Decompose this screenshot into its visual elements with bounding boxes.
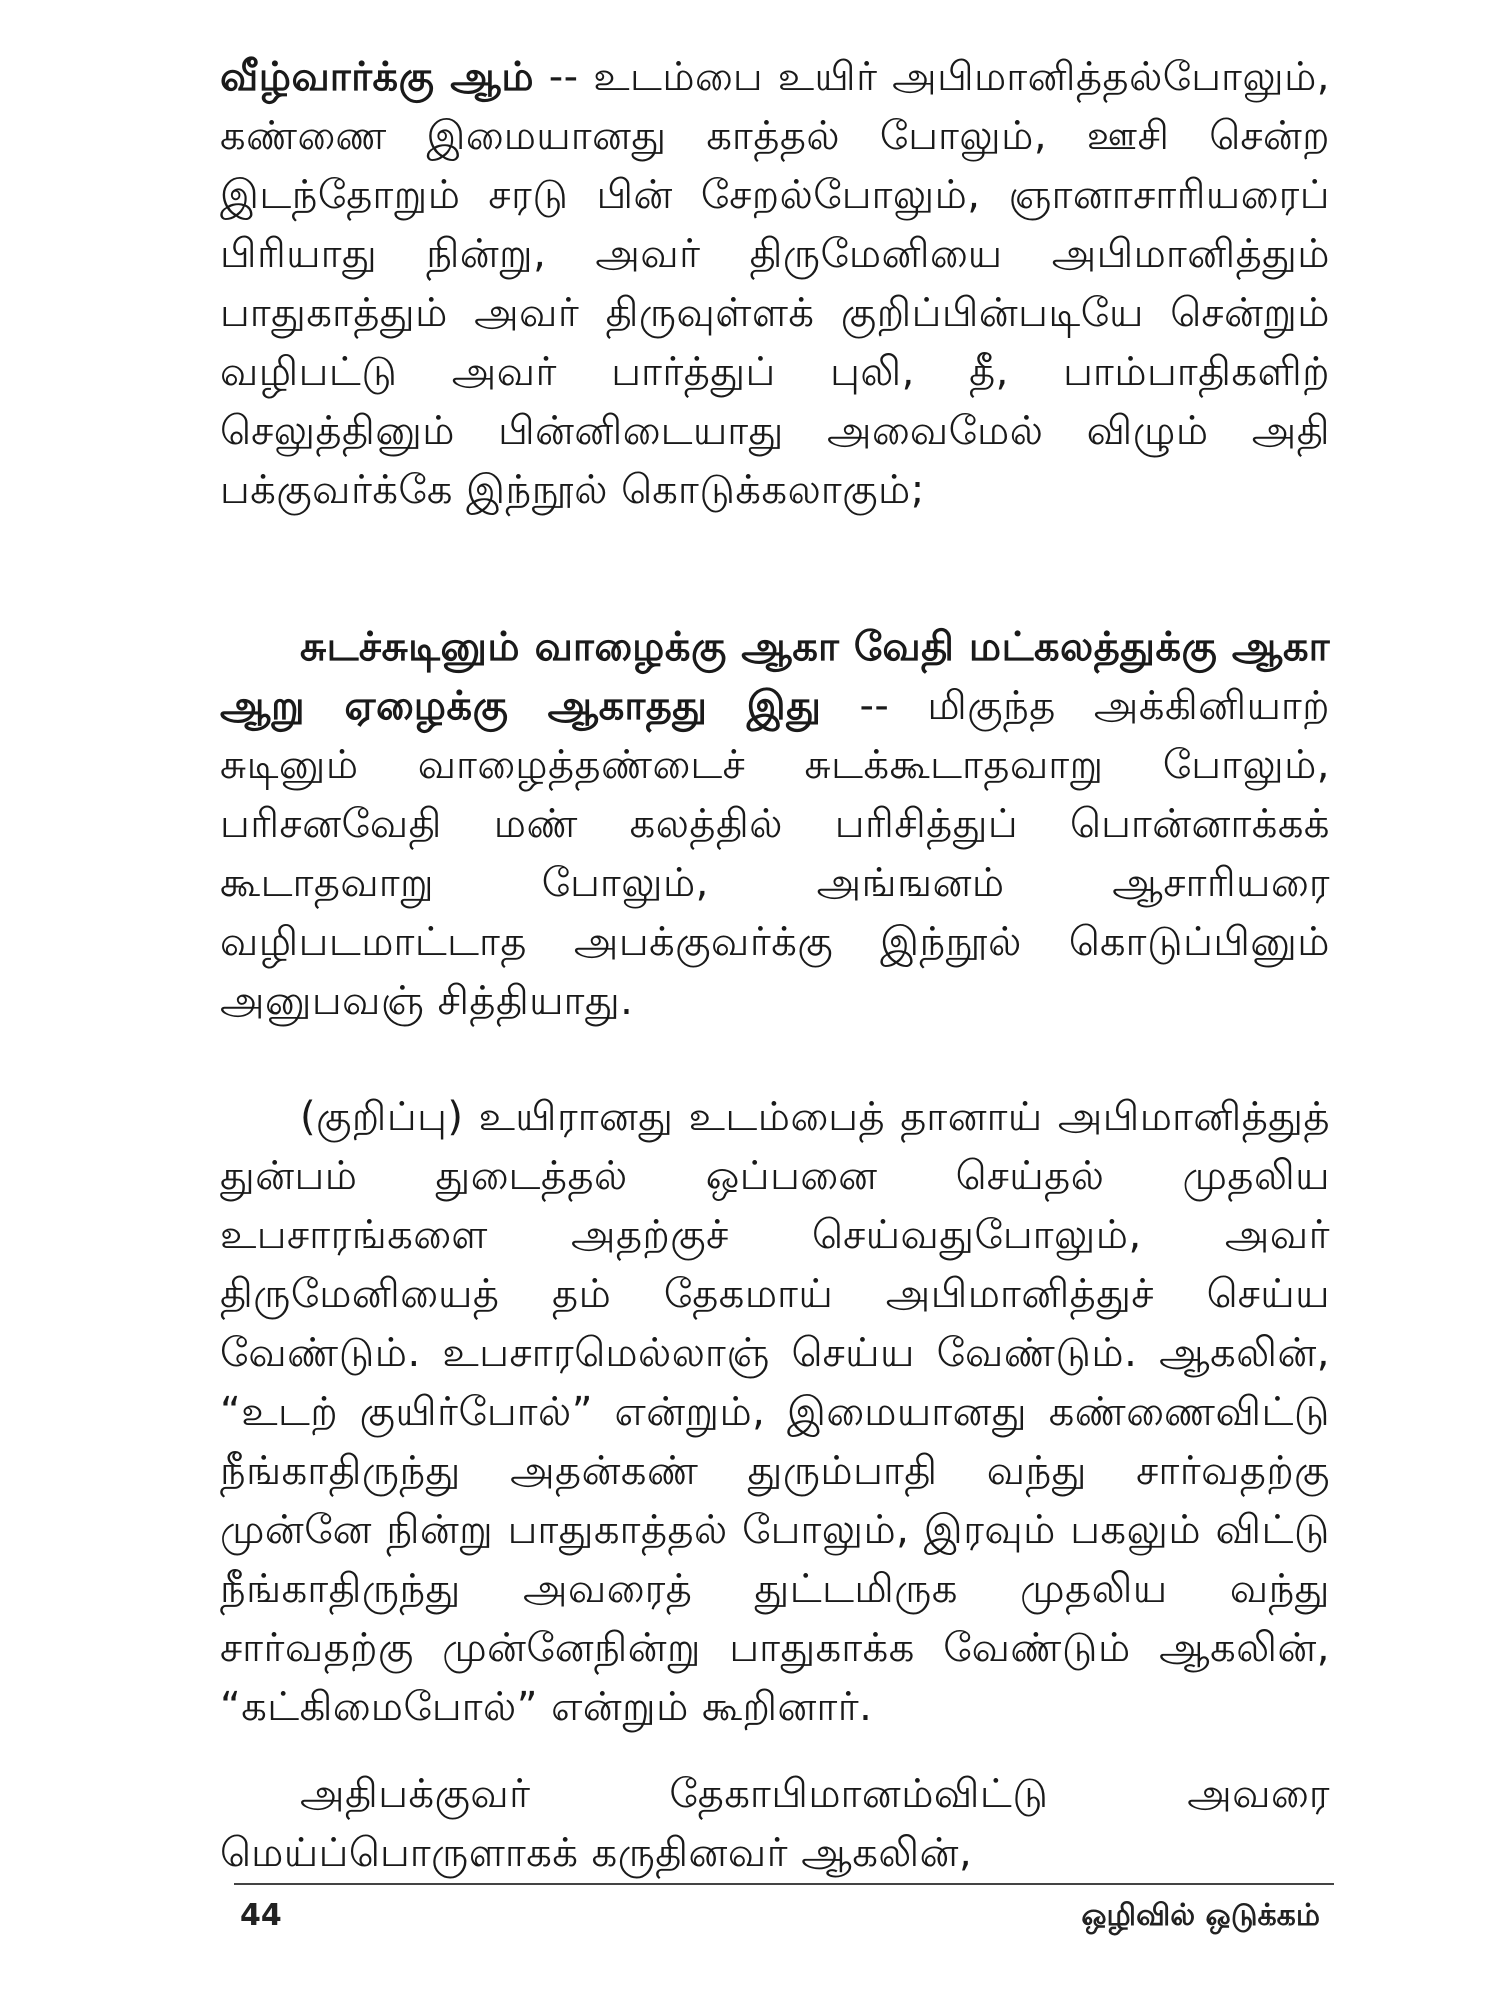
paragraph-4 xyxy=(220,1765,1330,1883)
paragraph-2-heading: சுடச்சுடினும் வாழைக்கு ஆகா வேதி மட்கலத்துக்கு ஆகா ஆறு ஏழைக்கு ஆகாதது இது xyxy=(220,624,1330,729)
paragraph-2 xyxy=(220,618,1330,1031)
running-title: ஒழிவில் ஒடுக்கம் xyxy=(1081,1898,1320,1933)
paragraph-3-text: (குறிப்பு) உயிரானது உடம்பைத் தானாய் அபிமானித்துத் துன்பம் துடைத்தல் ஒப்பனை செய்தல் முதலிய உபசாரங்களை அதற்குச் செய்வதுபோலும், அவர் திருமேனியைத் தம் தேகமாய் அபிமானித்துச் செய்ய வேண்டும். உபசாரமெல்லாஞ் செய்ய வேண்டும். ஆகலின், “உடற் குயிர்போல்” என்றும், இமையானது கண்ணைவிட்டு நீங்காதிருந்து அதன்கண் துரும்பாதி வந்து சார்வதற்கு முன்னே நின்று பாதுகாத்தல் போலும், இரவும் பகலும் விட்டு நீங்காதிருந்து அவரைத் துட்டமிருக முதலிய வந்து சார்வதற்கு முன்னேநின்று பாதுகாக்க வேண்டும் ஆகலின், “கட்கிமைபோல்” என்றும் கூறினார். xyxy=(220,1094,1330,1730)
paragraph-1-heading: வீழ்வார்க்கு ஆம் xyxy=(220,54,535,100)
page-body xyxy=(220,40,1330,1960)
paragraph-2-text: -- மிகுந்த அக்கினியாற் சுடினும் வாழைத்தண்டைச் சுடக்கூடாதவாறு போலும், பரிசனவேதி மண் கலத்தில் பரிசித்துப் பொன்னாக்கக் கூடாதவாறு போலும், அங்ஙனம் ஆசாரியரை வழிபடமாட்டாத அபக்குவர்க்கு இந்நூல் கொடுப்பினும் அனுபவஞ் சித்தியாது. xyxy=(220,683,1330,1024)
page-number: 44 xyxy=(240,1898,282,1933)
paragraph-1 xyxy=(220,48,1330,520)
footer-divider xyxy=(234,1883,1334,1885)
paragraph-4-text: அதிபக்குவர் தேகாபிமானம்விட்டு அவரை மெய்ப்பொருளாகக் கருதினவர் ஆகலின், xyxy=(220,1771,1330,1876)
paragraph-3 xyxy=(220,1088,1330,1737)
paragraph-1-text: -- உடம்பை உயிர் அபிமானித்தல்போலும், கண்ணை இமையானது காத்தல் போலும், ஊசி சென்ற இடந்தோறும் சரடு பின் சேறல்போலும், ஞானாசாரியரைப் பிரியாது நின்று, அவர் திருமேனியை அபிமானித்தும் பாதுகாத்தும் அவர் திருவுள்ளக் குறிப்பின்படியே சென்றும் வழிபட்டு அவர் பார்த்துப் புலி, தீ, பாம்பாதிகளிற் செலுத்தினும் பின்னிடையாது அவைமேல் விழும் அதி பக்குவர்க்கே இந்நூல் கொடுக்கலாகும்; xyxy=(220,54,1330,513)
